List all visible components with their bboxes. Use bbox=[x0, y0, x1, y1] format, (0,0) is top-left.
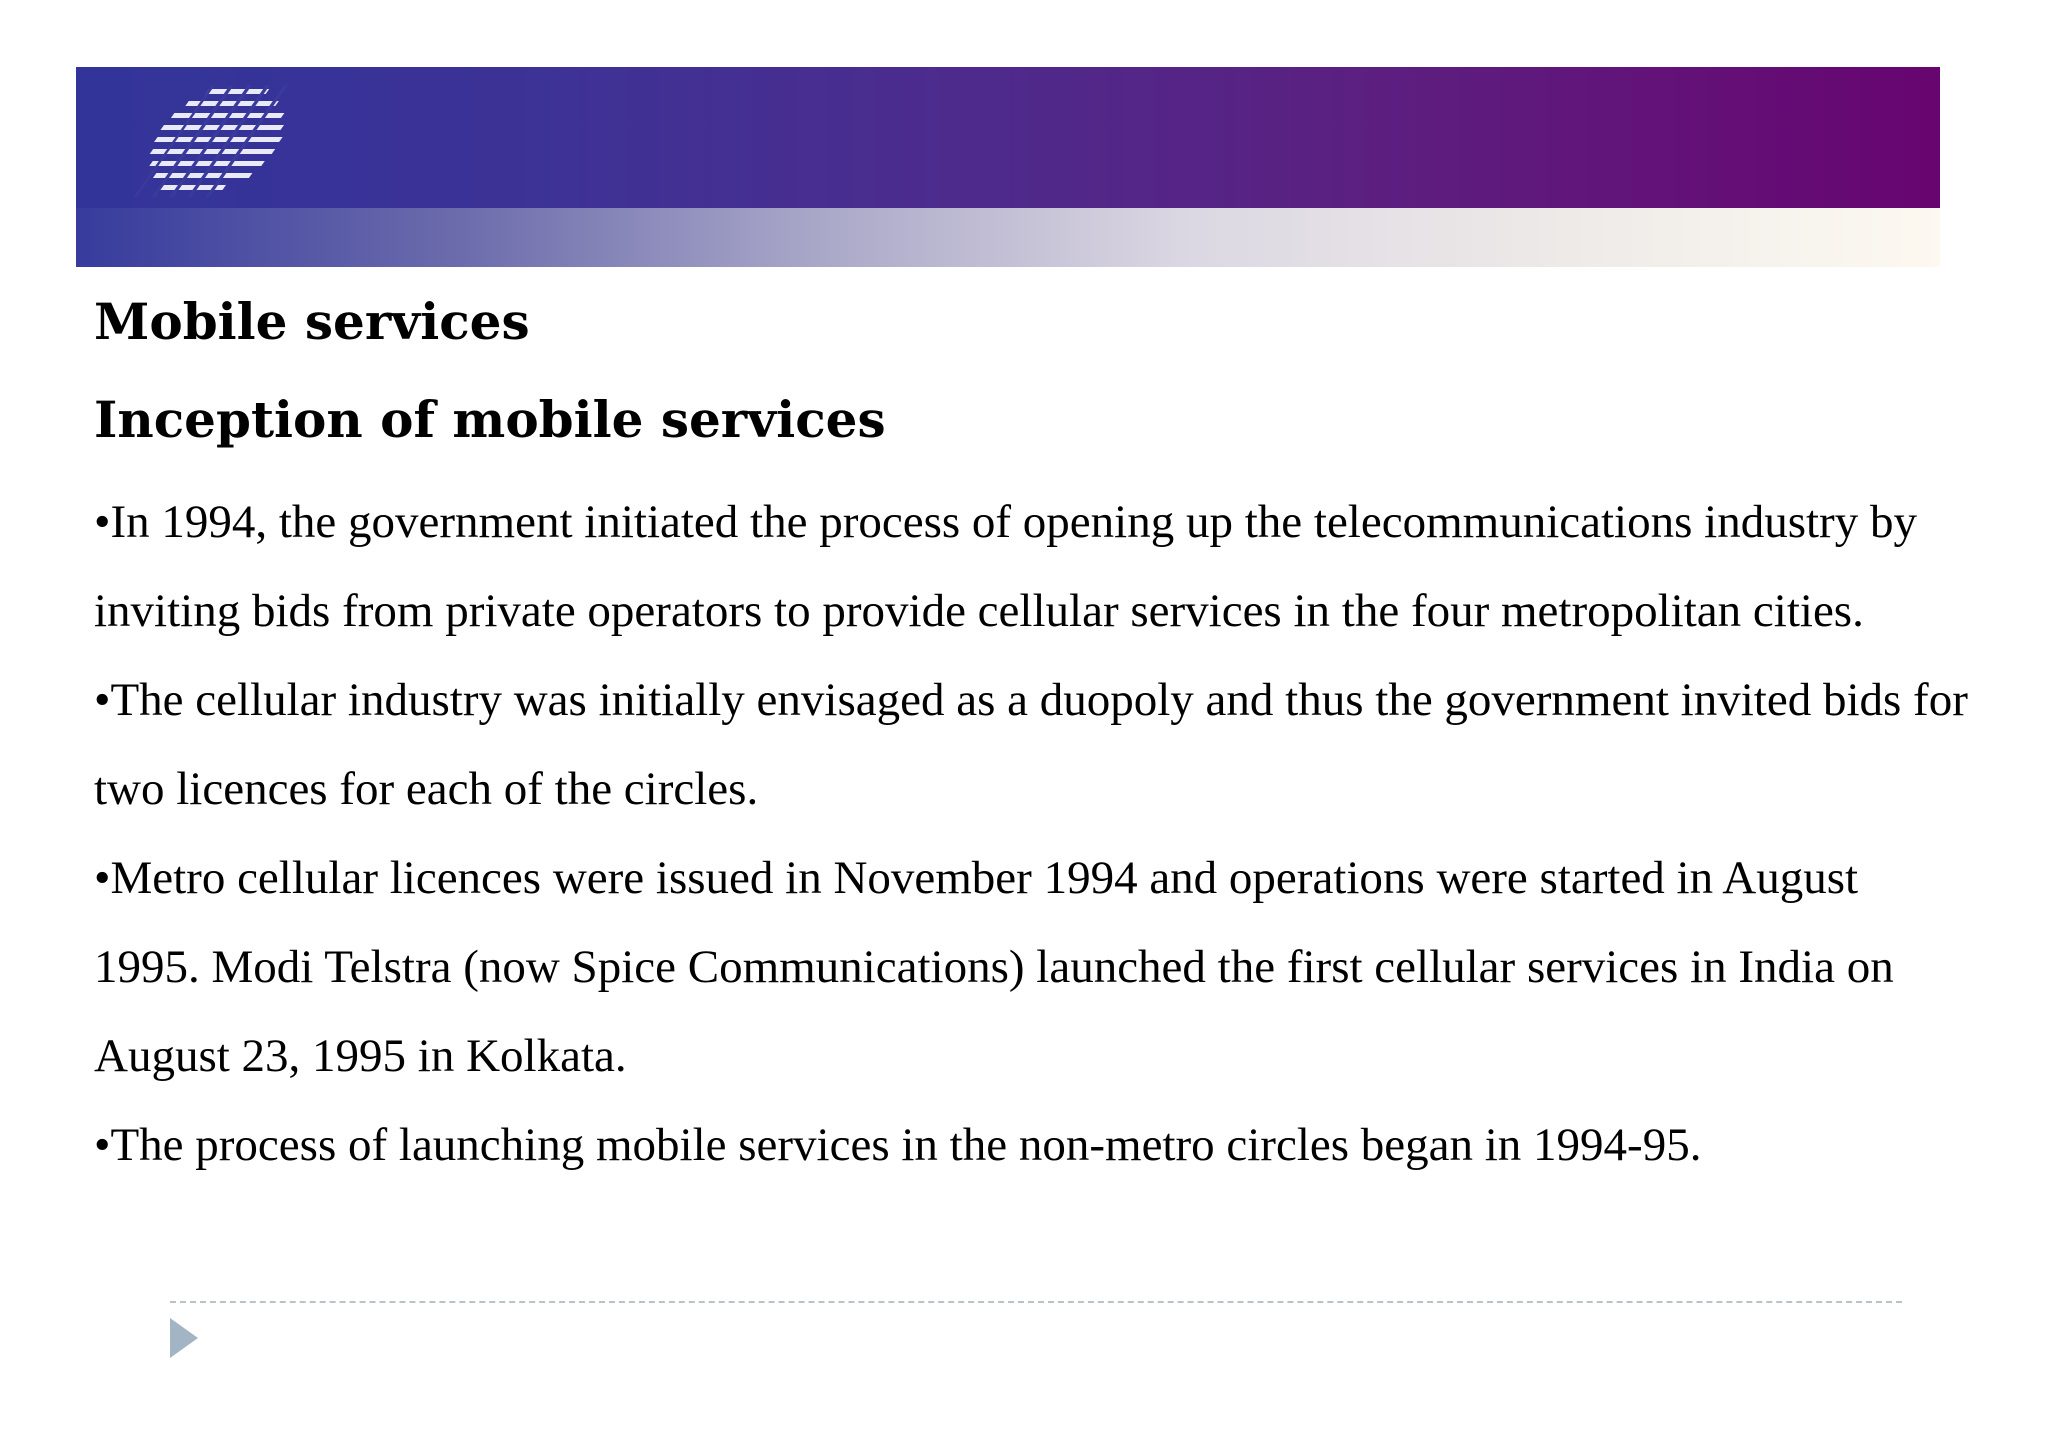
slide-subtitle: Inception of mobile services bbox=[94, 390, 886, 449]
footer-divider bbox=[170, 1301, 1902, 1303]
bullet-item: •Metro cellular licences were issued in November 1994 and operations were started in August 1995. Modi Telstra (now Spice Communications) launched the first cellular services in India on August 23, 1995 in Kolkata. bbox=[94, 852, 1894, 1082]
bullet-item: •In 1994, the government initiated the process of opening up the telecommunications industry by inviting bids from private operators to provide cellular services in the four metropolitan cities. bbox=[94, 496, 1917, 637]
slide-title: Mobile services bbox=[94, 292, 530, 351]
bullet-item: •The cellular industry was initially envisaged as a duopoly and thus the government invited bids for two licences for each of the circles. bbox=[94, 674, 1968, 815]
banner-fade-band bbox=[76, 208, 1940, 267]
bullet-list bbox=[94, 478, 1974, 1190]
slide-content bbox=[94, 290, 1974, 1190]
striped-globe-logo-icon bbox=[102, 85, 332, 197]
bullet-item: •The process of launching mobile services in the non-metro circles began in 1994-95. bbox=[94, 1119, 1702, 1171]
triangle-right-icon bbox=[170, 1318, 198, 1358]
header-banner bbox=[76, 67, 1940, 267]
banner-gradient-band bbox=[76, 67, 1940, 208]
